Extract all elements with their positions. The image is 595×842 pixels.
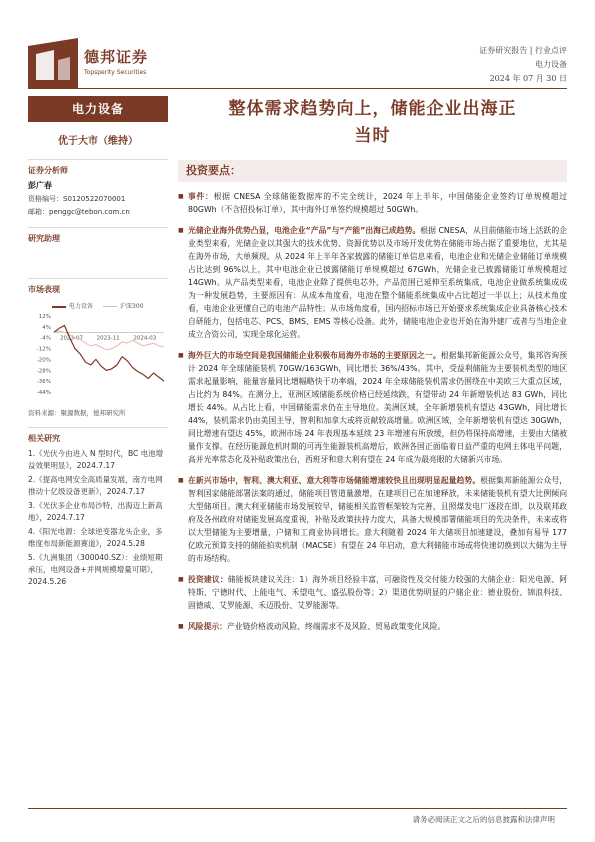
key-point-lead: 在新兴市场中，智利、澳大利亚、意大利等市场储能增速较快且出现明显起量趋势。 <box>188 476 481 485</box>
y-tick-label: -44% <box>36 390 51 396</box>
key-point-text: 储能板块建议关注：1）海外项目经验丰富，可融资性及交付能力较强的大储企业：阳光电源、阿特斯、宁德时代、上能电气、禾望电气、盛弘股份等；2）渠道优势明显的户储企业：德业股份、锦浪科技、固德威、艾罗能源、禾迈股份、艾罗能源等。 <box>188 575 567 610</box>
legend-label: 电力设备 <box>69 303 94 310</box>
y-tick-label: -4% <box>40 335 51 342</box>
company-logo <box>28 38 78 88</box>
report-title <box>178 96 567 150</box>
y-tick-label: -36% <box>36 379 51 386</box>
key-point <box>178 474 567 565</box>
key-point-text: 根据集邦新能源公众号，智利国家储能部署法案的通过，储能项目管道量激增，在建项目已在加速释放，未来储能装机有望大比例倾向大型储项目。澳大利亚储能市场发展较早，储能相关监管框架较为完善，且照煤发电厂逐段在即，以及联邦政府及各州政府对储能发展高度重视，补贴及政策扶持力度大，具备大规模部署储能项目的先决条件，未来或将以大型储能为主要增量，户储和工商业协同增长。意大利随着 2024 年大储项目加速建设，叠加有易导 177 亿欧元预算支持的储能拍卖机制（MACSE）有望在 24 年启动，意大利储能市场或将快速切换到以大储为主导的市场结构。 <box>188 476 568 563</box>
key-point-text: 根据集邦新能源公众号，集邦咨询预计 2024 年全球储能装机 70GW/163GWh，同比增长 36%/43%。其中，受益利储能为主要装机类型的地区需求起量影响，能量容量同比增幅略快于功率端，2024 年全球储能装机需求仍围绕在中美欧三大重点区域，占比约为 84%。在测分上，亚洲区域储能系统价格已经延续跌，有望带动 24 年新增装机达 83 GWh，同比增长 44%。从占比上看，中国储能需求仍在主导地位。美洲区域，全年新增装机有望达 43GWh，同比增长 44%，装机需求仍由美国主导，智利和加拿大或将贡献较高增量。欧洲区域，全年新增装机有望达 30GWh，同比增速有望达 45%，欧洲市场 24 年表现基本延续 23 年增速有所放缓，但仍将保持高增速，主要由大储被量作支撑。在经历能源危机时期的可再生能源装机高增后，欧洲各国正面临着日益严重的电网主体电平问题，高并光率常态化及补贴政策出台，西班牙和意大利有望在 24 年成为最亮眼的大储新兴市场。 <box>188 351 567 464</box>
chart-source: 资料来源：聚源数据，德邦研究所 <box>28 409 126 417</box>
main-content <box>178 96 567 633</box>
key-point <box>178 224 567 341</box>
key-point <box>178 573 567 612</box>
market-performance-chart <box>28 312 168 404</box>
series-line <box>54 326 164 382</box>
report-date: 2024 年 07 月 30 日 <box>489 74 567 83</box>
market-section-title: 市场表现 <box>28 278 168 295</box>
key-point-text: 根据 CNESA，从目前储能市场上活跃的企业类型来看，光储企业以其强大的技术优势、资源优势以及市场开发优势在储能市场占据了重要地位，尤其是在海外市场，大单频现。从 2024 年上半年各家披露的储能订单信息来看，电池企业和光储企业储能订单规模占比达到 96%以上，其中电池企业已披露储能订单规模超过 67GWh，光储企业已披露储能订单规模超过 14GWh。从产品类型来看，电池企业除了提供电芯外，产品范围已延伸至系统集成，电池企业做系统集成成为一种发展趋势，主要原因有：从成本角度看，电池在整个储能系统集成中占比超过一半以上；从技术角度看，电池企业更懂自己的电池产品特性；从市场角度看，国内招标市场已开始要求系统集成企业具备核心技术自研能力，包括电芯、PCS、BMS、EMS 等核心设备。此外，储能电池企业也开始在海外建厂或者与当地企业成立合资公司，实现全球化运营。 <box>188 226 567 339</box>
footer-divider <box>28 808 567 809</box>
brand-wordmark <box>84 46 148 76</box>
y-tick-label: -20% <box>36 357 51 364</box>
rating-label: 优于大市（维持） <box>58 136 138 147</box>
header-divider <box>28 88 567 89</box>
legend-label: 沪深300 <box>120 303 144 310</box>
assistant-section-title: 研究助理 <box>28 227 168 244</box>
related-research-item[interactable]: 1.《光伏今由进入 N 型时代，BC 电池增益效果明显》，2024.7.17 <box>28 449 164 470</box>
key-points-list <box>178 190 567 633</box>
legend-swatch <box>52 306 66 308</box>
legend-item-index <box>103 301 143 310</box>
brand-name-en: Topsperity Securities <box>84 69 147 76</box>
key-point-lead: 海外巨大的市场空间是我国储能企业积极布局海外市场的主要原因之一。 <box>188 351 441 360</box>
key-point <box>178 349 567 466</box>
key-point-text: 根据 CNESA 全球储能数据库的不完全统计，2024 年上半年，中国储能企业签约订单规模超过 80GWh（不含招投标订单），其中海外订单签约规模超过 50GWh。 <box>188 192 568 214</box>
report-industry: 电力设备 <box>535 60 567 69</box>
related-research-list <box>28 448 168 588</box>
related-research-item[interactable]: 2.《提高电网安全高质量发展，南方电网推动十亿级设备更新》，2024.7.17 <box>28 475 163 496</box>
key-point <box>178 190 567 216</box>
legend-swatch <box>103 306 117 307</box>
brand-name-cn: 德邦证券 <box>84 48 149 66</box>
related-research-item[interactable]: 3.《光伏多企业布局沙特，出海迈上新高地》，2024.7.17 <box>28 501 163 522</box>
footer-disclaimer: 请务必阅读正文之后的信息披露和法律声明 <box>412 815 555 824</box>
chart-legend <box>52 301 168 310</box>
key-point-text: 产业链价格波动风险、终端需求不及风险、贸易政策变化风险。 <box>226 622 446 631</box>
y-tick-label: -12% <box>36 346 51 353</box>
analyst-name: 彭广春 <box>28 181 52 190</box>
related-section-title: 相关研究 <box>28 427 168 444</box>
analyst-cert: 资格编号：S0120522070001 <box>28 195 126 203</box>
x-tick-label: 2023-07 <box>60 335 83 342</box>
legend-item-industry <box>52 301 93 310</box>
analyst-section-title: 证券分析师 <box>28 159 168 176</box>
y-tick-label: 4% <box>42 324 51 331</box>
y-tick-label: -28% <box>36 368 51 375</box>
key-point <box>178 620 567 633</box>
key-point-lead: 事件： <box>188 192 214 201</box>
y-tick-label: 12% <box>38 314 51 320</box>
x-tick-label: 2024-03 <box>133 335 157 342</box>
report-type: 证券研究报告 | 行业点评 <box>479 46 567 55</box>
key-points-heading: 投资要点： <box>178 160 567 182</box>
key-point-lead: 投资建议： <box>188 575 228 584</box>
sidebar <box>28 96 168 590</box>
title-line-2: 当时 <box>354 126 391 146</box>
related-research-item[interactable]: 4.《阳光电源：全球逆变器龙头企业，多维度布局新能源赛道》，2024.5.28 <box>28 527 163 548</box>
title-line-1: 整体需求趋势向上，储能企业出海正 <box>228 99 517 119</box>
analyst-email[interactable]: 邮箱：penggc@tebon.com.cn <box>28 208 130 216</box>
x-tick-label: 2023-11 <box>96 335 120 342</box>
key-point-lead: 风险提示： <box>188 622 227 631</box>
industry-label: 电力设备 <box>28 96 168 122</box>
report-header-meta <box>479 44 567 86</box>
key-point-lead: 光储企业海外优势凸显，电池企业“产品”与“产能”出海已成趋势。 <box>188 226 421 235</box>
related-research-item[interactable]: 5.《九洲集团（300040.SZ）：业绩短期承压，电网设备+并网规模增量可期》，2024.5.26 <box>28 553 163 586</box>
